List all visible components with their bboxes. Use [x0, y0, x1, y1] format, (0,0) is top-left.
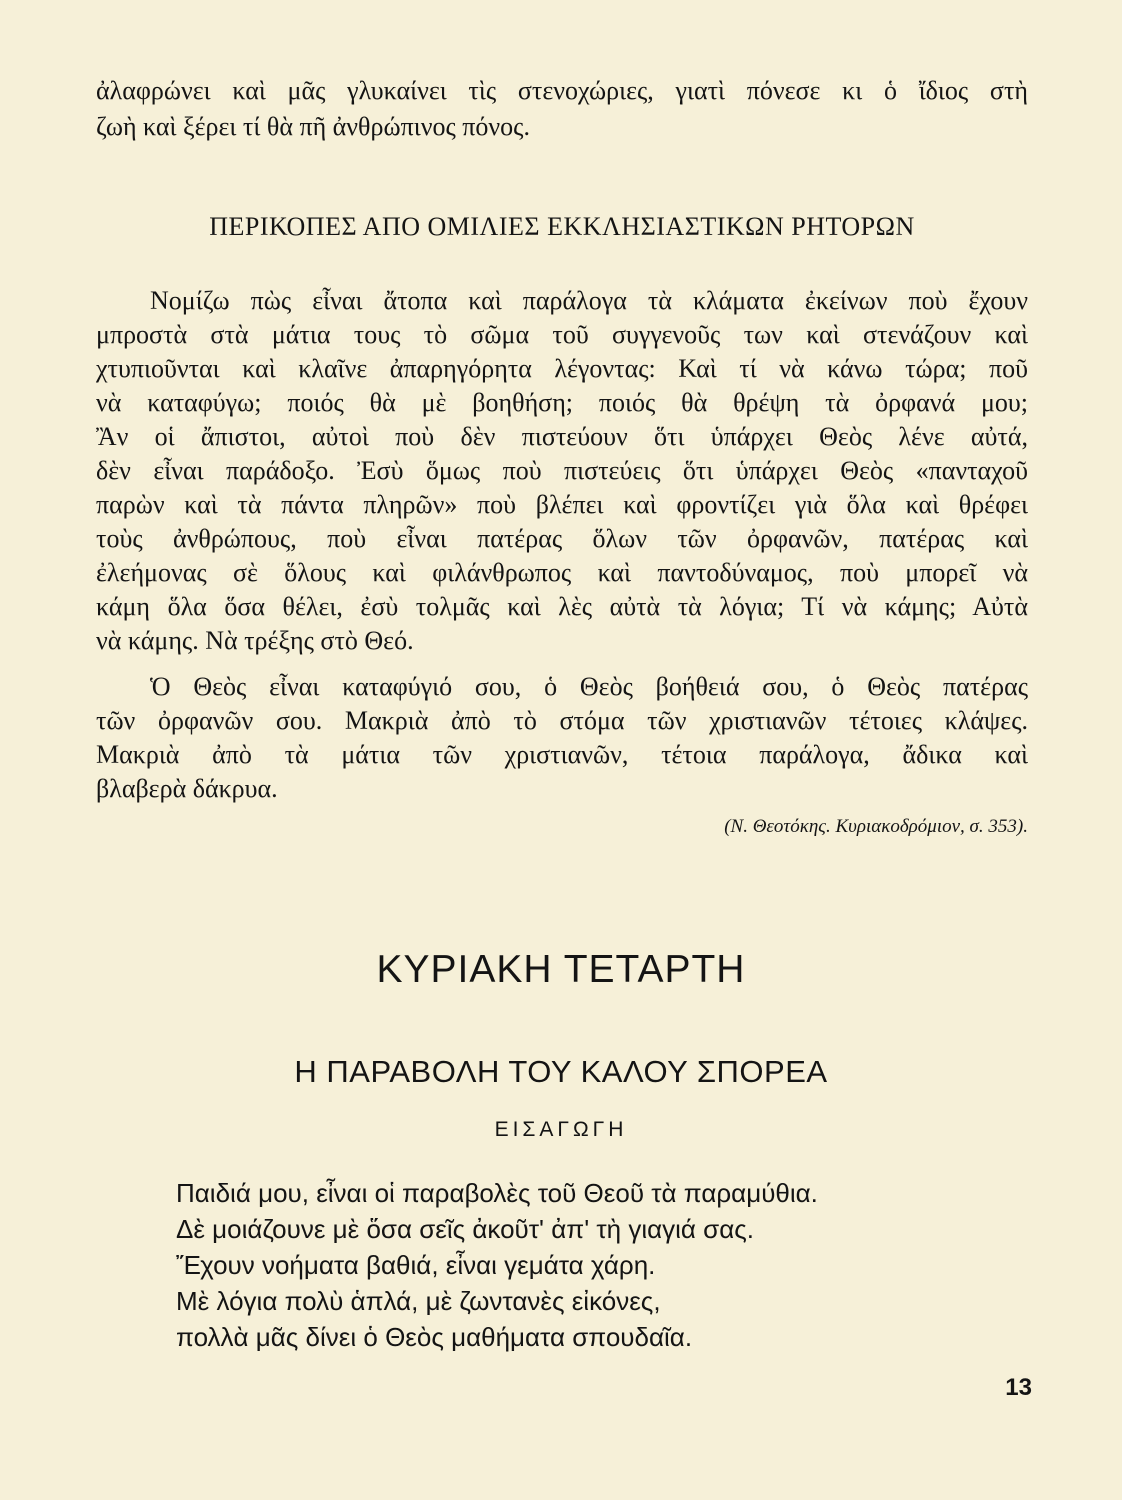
- paragraph-line: ἐλεήμονας σὲ ὅλους καὶ φιλάνθρωπος καὶ παντοδύναμος, ποὺ μπορεῖ νὰ: [96, 558, 1028, 587]
- section-heading: ΠΕΡΙΚΟΠΕΣ ΑΠΟ ΟΜΙΛΙΕΣ ΕΚΚΛΗΣΙΑΣΤΙΚΩΝ ΡΗΤΟΡΩΝ: [209, 212, 915, 241]
- poem-line: πολλὰ μᾶς δίνει ὁ Θεὸς μαθήματα σπουδαῖα.: [176, 1322, 693, 1352]
- poem-line: Δὲ μοιάζουνε μὲ ὅσα σεῖς ἀκοῦτ' ἀπ' τὴ γιαγιά σας.: [176, 1214, 755, 1244]
- paragraph-line: ἀλαφρώνει καὶ μᾶς γλυκαίνει τὶς στενοχώριες, γιατὶ πόνεσε κι ὁ ἴδιος στὴ: [96, 76, 1028, 105]
- section-title: Η ΠΑΡΑΒΟΛΗ ΤΟΥ ΚΑΛΟΥ ΣΠΟΡΕΑ: [294, 1054, 828, 1089]
- paragraph-line: βλαβερὰ δάκρυα.: [96, 774, 278, 803]
- paragraph-line: κάμη ὅλα ὅσα θέλει, ἐσὺ τολμᾶς καὶ λὲς αὐτὰ τὰ λόγια; Τί νὰ κάμης; Αὐτὰ: [96, 592, 1028, 621]
- intro-label: ΕΙΣΑΓΩΓΗ: [494, 1118, 628, 1141]
- citation: (Ν. Θεοτόκης. Κυριακοδρόμιον, σ. 353).: [724, 816, 1028, 837]
- paragraph-line: ζωὴ καὶ ξέρει τί θὰ πῆ ἀνθρώπινος πόνος.: [96, 112, 530, 141]
- paragraph-line: δὲν εἶναι παράδοξο. Ἐσὺ ὅμως ποὺ πιστεύεις ὅτι ὑπάρχει Θεὸς «πανταχοῦ: [96, 456, 1028, 485]
- paragraph-line: Μακριὰ ἀπὸ τὰ μάτια τῶν χριστιανῶν, τέτοια παράλογα, ἄδικα καὶ: [96, 740, 1028, 769]
- paragraph-line: μπροστὰ στὰ μάτια τους τὸ σῶμα τοῦ συγγενοῦς των καὶ στενάζουν καὶ: [96, 320, 1028, 349]
- chapter-title: ΚΥΡΙΑΚΗ ΤΕΤΑΡΤΗ: [376, 948, 746, 991]
- paragraph-line: Ἂν οἱ ἄπιστοι, αὐτοὶ ποὺ δὲν πιστεύουν ὅτι ὑπάρχει Θεὸς λένε αὐτά,: [96, 422, 1028, 451]
- poem-line: Παιδιά μου, εἶναι οἱ παραβολὲς τοῦ Θεοῦ τὰ παραμύθια.: [176, 1178, 818, 1208]
- paragraph-line: χτυπιοῦνται καὶ κλαῖνε ἀπαρηγόρητα λέγοντας: Καὶ τί νὰ κάνω τώρα; ποῦ: [96, 354, 1028, 383]
- poem-line: Ἔχουν νοήματα βαθιά, εἶναι γεμάτα χάρη.: [176, 1250, 656, 1280]
- paragraph-line: τῶν ὀρφανῶν σου. Μακριὰ ἀπὸ τὸ στόμα τῶν χριστιανῶν τέτοιες κλάψες.: [96, 706, 1028, 735]
- poem-line: Μὲ λόγια πολὺ ἁπλά, μὲ ζωντανὲς εἰκόνες,: [176, 1286, 661, 1316]
- paragraph-line: νὰ καταφύγω; ποιός θὰ μὲ βοηθήση; ποιός θὰ θρέψη τὰ ὀρφανά μου;: [96, 388, 1028, 417]
- paragraph-line: Ὁ Θεὸς εἶναι καταφύγιό σου, ὁ Θεὸς βοήθειά σου, ὁ Θεὸς πατέρας: [150, 672, 1028, 701]
- paragraph-line: τοὺς ἀνθρώπους, ποὺ εἶναι πατέρας ὅλων τῶν ὀρφανῶν, πατέρας καὶ: [96, 524, 1028, 553]
- page-number: 13: [1005, 1374, 1032, 1401]
- paragraph-line: νὰ κάμης. Νὰ τρέξης στὸ Θεό.: [96, 626, 414, 655]
- paragraph-line: Νομίζω πὼς εἶναι ἄτοπα καὶ παράλογα τὰ κλάματα ἐκείνων ποὺ ἔχουν: [150, 286, 1028, 315]
- paragraph-line: παρὼν καὶ τὰ πάντα πληρῶν» ποὺ βλέπει καὶ φροντίζει γιὰ ὅλα καὶ θρέφει: [96, 490, 1028, 519]
